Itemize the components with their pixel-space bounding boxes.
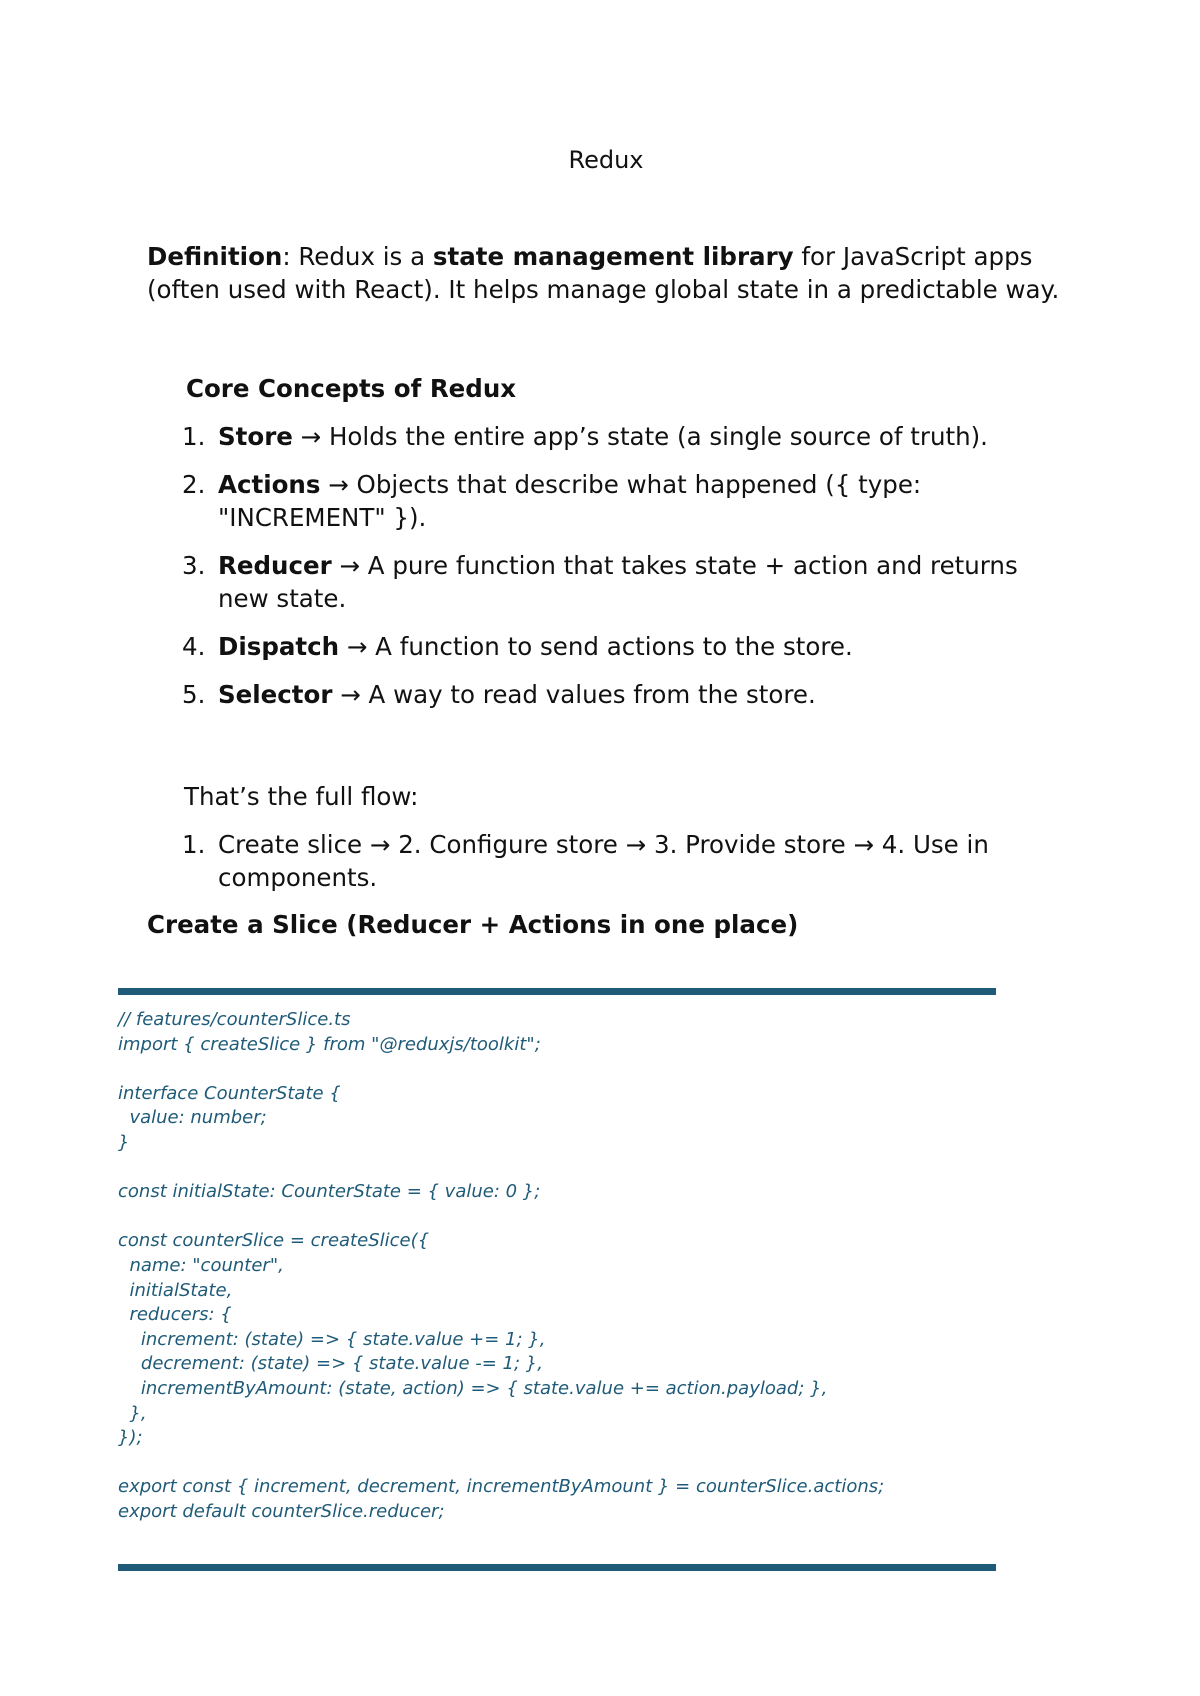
document-title: Redux	[568, 146, 644, 174]
code-line: const counterSlice = createSlice({	[118, 1230, 430, 1252]
concept-item-store	[182, 420, 1042, 453]
list-number: 5.	[182, 680, 206, 709]
code-line: export const { increment, decrement, incrementByAmount } = counterSlice.actions;	[118, 1476, 885, 1498]
core-concepts-heading: Core Concepts of Redux	[186, 374, 517, 403]
definition-paragraph	[147, 240, 1077, 306]
code-block	[118, 1008, 884, 1524]
concept-term: Selector	[218, 680, 333, 709]
code-line: name: "counter",	[118, 1254, 284, 1276]
code-line: incrementByAmount: (state, action) => { state.value += action.payload; },	[118, 1377, 828, 1399]
definition-label: Definition	[147, 242, 283, 271]
code-line: });	[118, 1427, 143, 1449]
definition-sep: : Redux is a	[282, 242, 433, 271]
list-number: 3.	[182, 551, 206, 580]
concept-term: Actions	[218, 470, 321, 499]
code-line: decrement: (state) => { state.value -= 1; },	[118, 1353, 543, 1375]
code-line: export default counterSlice.reducer;	[118, 1500, 445, 1522]
concept-term: Dispatch	[218, 632, 340, 661]
concept-term: Store	[218, 422, 293, 451]
concept-item-actions	[182, 468, 1042, 534]
list-number: 1.	[182, 422, 206, 451]
concept-term: Reducer	[218, 551, 332, 580]
code-bottom-rule	[118, 1564, 996, 1571]
concept-item-dispatch	[182, 630, 1042, 663]
flow-step-text: Create slice → 2. Configure store → 3. Provide store → 4. Use in components.	[218, 830, 989, 892]
concept-item-selector	[182, 678, 1042, 711]
code-line: // features/counterSlice.ts	[118, 1009, 351, 1030]
concept-item-reducer	[182, 549, 1042, 615]
concepts-list	[182, 420, 1042, 726]
flow-step	[182, 828, 1042, 894]
concept-description: → A function to send actions to the store.	[339, 632, 853, 661]
concept-description: → Objects that describe what happened ({ type: "INCREMENT" }).	[218, 470, 922, 532]
list-number: 1.	[182, 830, 206, 859]
list-number: 4.	[182, 632, 206, 661]
code-line: import { createSlice } from "@reduxjs/toolkit";	[118, 1033, 541, 1055]
flow-list	[182, 828, 1042, 909]
code-line: increment: (state) => { state.value += 1; },	[118, 1328, 546, 1350]
definition-strong: state management library	[432, 242, 794, 271]
code-line: value: number;	[118, 1107, 267, 1129]
list-number: 2.	[182, 470, 206, 499]
code-line: interface CounterState {	[118, 1082, 341, 1104]
code-line: }	[118, 1131, 130, 1153]
code-line: },	[118, 1402, 147, 1424]
concept-description: → A pure function that takes state + action and returns new state.	[218, 551, 1018, 613]
create-slice-heading: Create a Slice (Reducer + Actions in one place)	[147, 910, 799, 939]
code-line: initialState,	[118, 1279, 233, 1301]
definition-rest: for JavaScript apps (often used with React). It helps manage global state in a predictable way.	[147, 242, 1060, 304]
code-line: reducers: {	[118, 1304, 232, 1326]
code-top-rule	[118, 988, 996, 995]
concept-description: → A way to read values from the store.	[332, 680, 816, 709]
concept-description: → Holds the entire app’s state (a single source of truth).	[292, 422, 988, 451]
flow-intro: That’s the full flow:	[184, 782, 419, 811]
code-line: const initialState: CounterState = { value: 0 };	[118, 1181, 541, 1203]
